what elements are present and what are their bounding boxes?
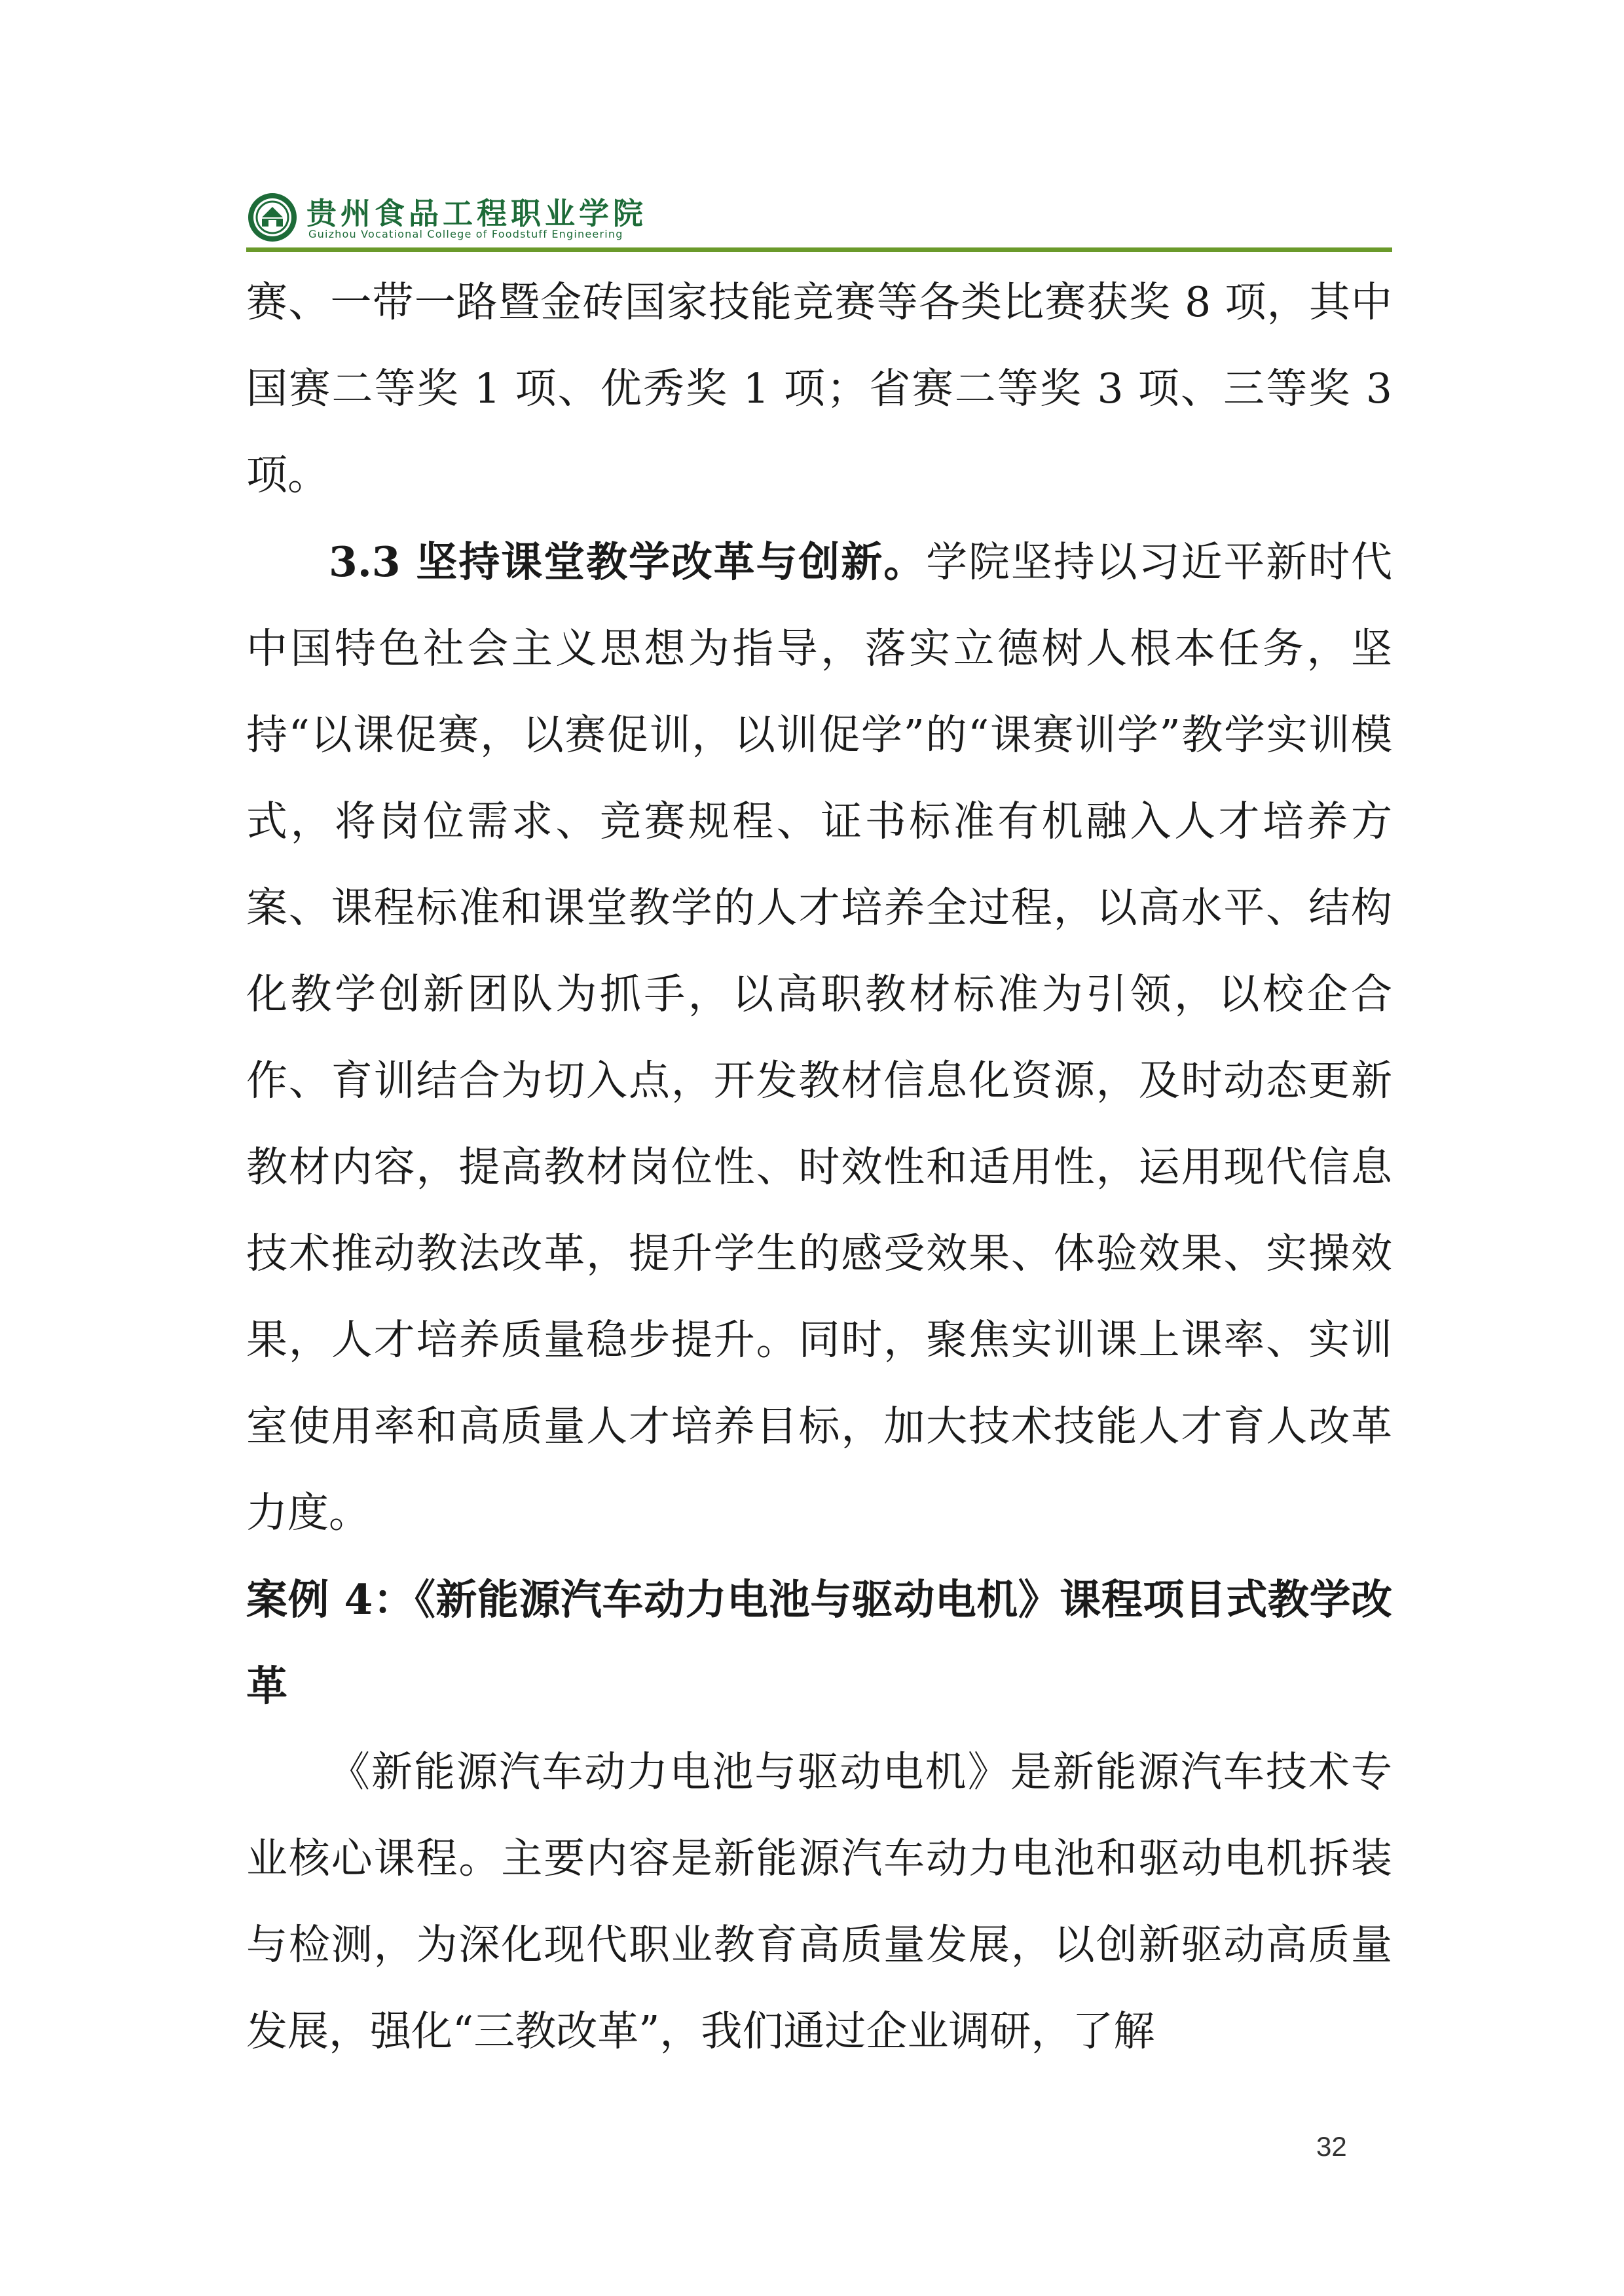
document-body: [246, 259, 1392, 2075]
paragraph-teaching-reform: [246, 519, 1392, 1556]
paragraph-awards: 赛、一带一路暨金砖国家技能竞赛等各类比赛获奖 8 项，其中国赛二等奖 1 项、优秀奖 1 项；省赛二等奖 3 项、三等奖 3 项。: [246, 278, 1392, 499]
page-number: 32: [1316, 2131, 1347, 2162]
case-heading: 案例 4：《新能源汽车动力电池与驱动电机》课程项目式教学改革: [246, 1575, 1392, 1710]
paragraph-case-intro: 《新能源汽车动力电池与驱动电机》是新能源汽车技术专业核心课程。主要内容是新能源汽车动力电池和驱动电机拆装与检测，为深化现代职业教育高质量发展，以创新驱动高质量发展，强化“三教改革”，我们通过企业调研，了解: [246, 1748, 1392, 2055]
section-heading: 3.3 坚持课堂教学改革与创新。: [329, 538, 927, 586]
section-body: 学院坚持以习近平新时代中国特色社会主义思想为指导，落实立德树人根本任务，坚持“以课促赛，以赛促训，以训促学”的“课赛训学”教学实训模式，将岗位需求、竞赛规程、证书标准有机融入人才培养方案、课程标准和课堂教学的人才培养全过程，以高水平、结构化教学创新团队为抓手，以高职教材标准为引领，以校企合作、育训结合为切入点，开发教材信息化资源，及时动态更新教材内容，提高教材岗位性、时效性和适用性，运用现代信息技术推动教法改革，提升学生的感受效果、体验效果、实操效果，人才培养质量稳步提升。同时，聚焦实训课上课率、实训室使用率和高质量人才培养目标，加大技术技能人才育人改革力度。: [246, 538, 1393, 1537]
college-emblem-icon: [246, 191, 299, 244]
page-header: [246, 189, 1392, 247]
header-divider: [246, 247, 1392, 252]
college-name-logo: 贵州食品工程职业学院: [306, 196, 647, 231]
college-english-name: Guizhou Vocational College of Foodstuff Engineering: [308, 228, 623, 240]
